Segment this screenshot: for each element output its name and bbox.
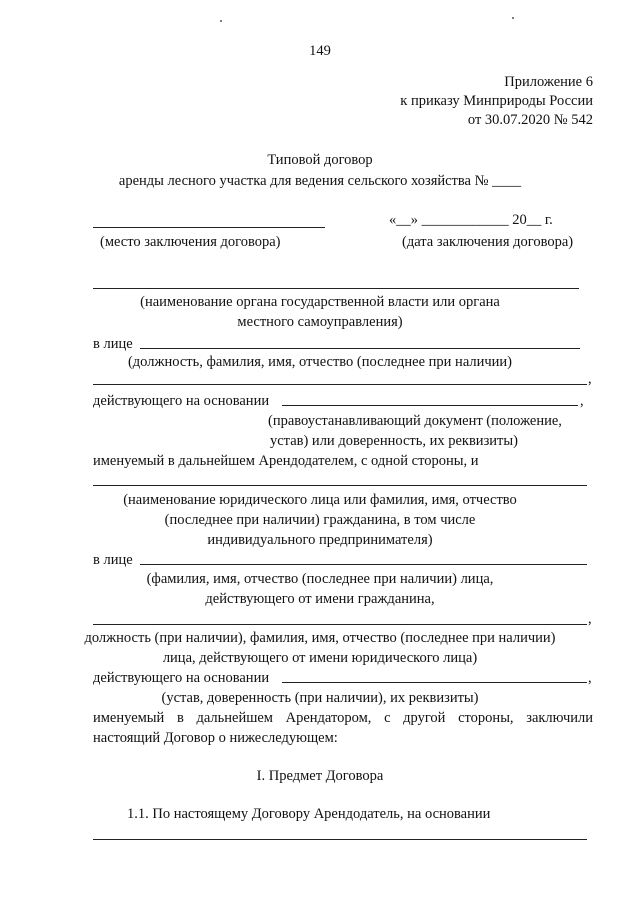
place-blank-line [93,227,325,228]
lessee-name-blank-line [93,485,587,486]
lessor-named-text: именуемый в дальнейшем Арендодателем, с одной стороны, и [93,453,479,469]
lessee-doc-hint: (устав, доверенность (при наличии), их реквизиты) [161,690,479,706]
lessee-blank-line [93,624,587,625]
lessee-named-text: именуемый в дальнейшем Арендатором, с другой стороны, заключили [93,710,593,726]
lessee-name-hint: (наименование юридического лица или фамилия, имя, отчество [123,492,517,508]
scan-speck [220,20,222,22]
order-reference: к приказу Минприроды России [400,93,593,109]
place-label: (место заключения договора) [100,234,281,250]
lessor-in-person: в лице [93,336,133,352]
lessee-position-hint: лица, действующего от имени юридического лица) [162,650,478,666]
lessor-basis-blank-line [282,405,578,406]
lessor-doc-hint: (правоустанавливающий документ (положение, [268,413,562,429]
lessee-basis-comma: , [588,670,592,686]
page-number: 149 [309,43,331,59]
date-label: (дата заключения договора) [402,234,574,250]
contract-subtitle: аренды лесного участка для ведения сельского хозяйства № ____ [118,173,522,189]
date-template: «__» ____________ 20__ г. [389,212,553,228]
lessee-position-hint: должность (при наличии), фамилия, имя, отчество (последнее при наличии) [84,630,556,646]
lessee-person-blank-line [140,564,587,565]
lessor-person-blank-line [140,348,580,349]
lessor-org-blank-line [93,288,579,289]
lessee-named-text: настоящий Договор о нижеследующем: [93,730,338,746]
contract-title: Типовой договор [267,152,373,168]
lessor-person-hint: (должность, фамилия, имя, отчество (последнее при наличии) [127,354,513,370]
section-heading: I. Предмет Договора [256,768,384,784]
lessor-doc-hint: устав) или доверенность, их реквизиты) [270,433,518,449]
lessee-person-hint: (фамилия, имя, отчество (последнее при наличии) лица, [146,571,494,587]
lessee-name-hint: индивидуального предпринимателя) [207,532,433,548]
lessee-person-hint: действующего от имени гражданина, [205,591,435,607]
lessee-acting-basis: действующего на основании [93,670,270,686]
lessor-comma: , [588,371,592,387]
lessee-in-person: в лице [93,552,133,568]
lessor-org-hint: местного самоуправления) [237,314,403,330]
lessor-acting-basis: действующего на основании [93,393,270,409]
lessor-org-hint: (наименование органа государственной власти или органа [140,294,500,310]
lessor-blank-line [93,384,587,385]
lessee-comma: , [588,611,592,627]
clause-1-1: 1.1. По настоящему Договору Арендодатель, на основании [127,806,491,822]
lessor-basis-comma: , [580,393,584,409]
order-date: от 30.07.2020 № 542 [467,112,593,128]
clause-blank-line [93,839,587,840]
appendix-number: Приложение 6 [504,74,593,90]
scan-speck [512,17,514,19]
lessee-basis-blank-line [282,682,587,683]
lessee-name-hint: (последнее при наличии) гражданина, в том числе [164,512,476,528]
